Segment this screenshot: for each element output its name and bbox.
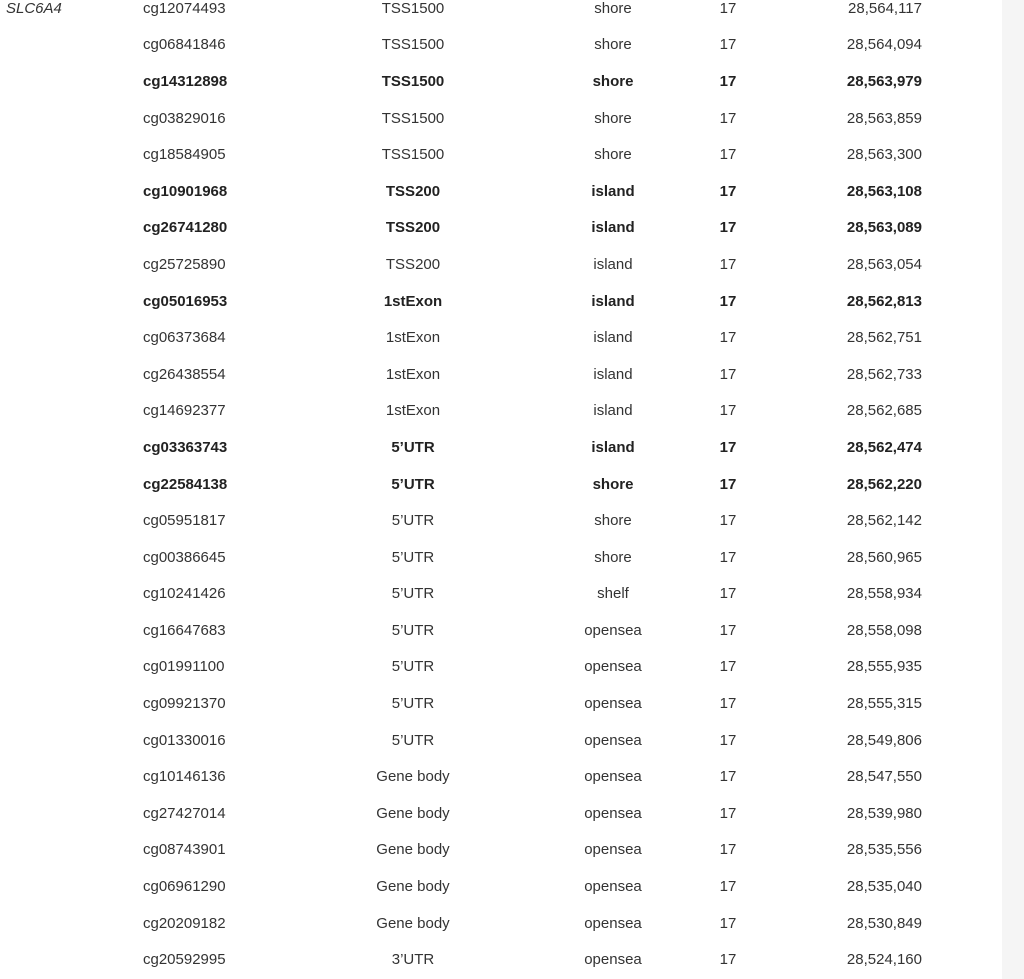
gene-region-cell: 5’UTR bbox=[391, 658, 435, 676]
position-cell: 28,562,751 bbox=[846, 329, 922, 347]
table-row bbox=[0, 539, 1000, 576]
chromosome-cell: 17 bbox=[719, 695, 737, 713]
cpg-relation-cell: island bbox=[593, 402, 633, 420]
cpg-relation-cell: island bbox=[591, 438, 635, 456]
gene-cell bbox=[0, 429, 143, 466]
gene-region-cell: TSS200 bbox=[385, 219, 441, 237]
table-row bbox=[0, 0, 1000, 27]
table-row bbox=[0, 832, 1000, 869]
table-row bbox=[0, 502, 1000, 539]
scrollbar-track[interactable] bbox=[1002, 0, 1024, 979]
gene-region-cell: Gene body bbox=[376, 841, 450, 859]
chromosome-cell: 17 bbox=[719, 621, 737, 639]
position-cell: 28,563,108 bbox=[846, 182, 922, 200]
chromosome-cell: 17 bbox=[719, 731, 737, 749]
gene-region-cell: 1stExon bbox=[385, 402, 441, 420]
gene-region-cell: 5’UTR bbox=[391, 548, 435, 566]
probe-id-cell: cg16647683 bbox=[143, 621, 226, 639]
probe-id-cell: cg26741280 bbox=[143, 219, 228, 237]
table-row bbox=[0, 210, 1000, 247]
probe-id-cell: cg08743901 bbox=[143, 841, 226, 859]
table-row bbox=[0, 612, 1000, 649]
chromosome-cell: 17 bbox=[719, 878, 737, 896]
probe-id-cell: cg03829016 bbox=[143, 109, 226, 127]
table-row bbox=[0, 429, 1000, 466]
gene-cell bbox=[0, 502, 143, 539]
gene-cell bbox=[0, 356, 143, 393]
chromosome-cell: 17 bbox=[719, 438, 737, 456]
gene-region-cell: Gene body bbox=[376, 804, 450, 822]
cpg-relation-cell: shore bbox=[594, 0, 632, 17]
gene-cell bbox=[0, 283, 143, 320]
probe-id-cell: cg22584138 bbox=[143, 475, 228, 493]
gene-cell bbox=[0, 832, 143, 869]
position-cell: 28,564,117 bbox=[848, 0, 922, 17]
table-row bbox=[0, 868, 1000, 905]
gene-region-cell: 5’UTR bbox=[391, 621, 435, 639]
table-row bbox=[0, 356, 1000, 393]
cpg-relation-cell: island bbox=[591, 292, 635, 310]
cpg-relation-cell: island bbox=[591, 219, 635, 237]
chromosome-cell: 17 bbox=[719, 658, 737, 676]
probe-id-cell: cg25725890 bbox=[143, 255, 226, 273]
table-row bbox=[0, 246, 1000, 283]
gene-cell bbox=[0, 612, 143, 649]
position-cell: 28,549,806 bbox=[846, 731, 922, 749]
gene-region-cell: TSS200 bbox=[385, 255, 441, 273]
probe-id-cell: cg10901968 bbox=[143, 182, 228, 200]
position-cell: 28,563,089 bbox=[846, 219, 922, 237]
gene-region-cell: TSS1500 bbox=[381, 146, 445, 164]
gene-region-cell: 5’UTR bbox=[391, 585, 435, 603]
position-cell: 28,563,300 bbox=[846, 146, 922, 164]
gene-region-cell: Gene body bbox=[376, 768, 450, 786]
table-row bbox=[0, 941, 1000, 978]
cpg-relation-cell: opensea bbox=[584, 695, 642, 713]
gene-region-cell: 5’UTR bbox=[391, 731, 435, 749]
gene-cell bbox=[0, 27, 143, 64]
gene-region-cell: 5’UTR bbox=[391, 475, 435, 493]
position-cell: 28,560,965 bbox=[846, 548, 922, 566]
cpg-relation-cell: island bbox=[593, 365, 633, 383]
gene-cell bbox=[0, 319, 143, 356]
table-row bbox=[0, 758, 1000, 795]
chromosome-cell: 17 bbox=[719, 475, 737, 493]
probe-id-cell: cg09921370 bbox=[143, 695, 226, 713]
position-cell: 28,558,098 bbox=[846, 621, 922, 639]
gene-region-cell: 5’UTR bbox=[391, 512, 435, 530]
cpg-relation-cell: opensea bbox=[584, 841, 642, 859]
probe-id-cell: cg06373684 bbox=[143, 329, 226, 347]
chromosome-cell: 17 bbox=[719, 585, 737, 603]
gene-cell bbox=[0, 685, 143, 722]
position-cell: 28,562,813 bbox=[846, 292, 922, 310]
table-row bbox=[0, 466, 1000, 503]
cpg-relation-cell: shore bbox=[594, 36, 632, 54]
gene-region-cell: 1stExon bbox=[385, 329, 441, 347]
probe-id-cell: cg12074493 bbox=[143, 0, 226, 17]
gene-region-cell: 3’UTR bbox=[391, 951, 435, 969]
cpg-relation-cell: opensea bbox=[584, 951, 642, 969]
chromosome-cell: 17 bbox=[719, 146, 737, 164]
gene-region-cell: 5’UTR bbox=[391, 695, 435, 713]
gene-cell bbox=[0, 905, 143, 942]
table-row bbox=[0, 136, 1000, 173]
gene-region-cell: TSS1500 bbox=[381, 36, 445, 54]
chromosome-cell: 17 bbox=[719, 365, 737, 383]
chromosome-cell: 17 bbox=[719, 329, 737, 347]
gene-region-cell: 1stExon bbox=[385, 365, 441, 383]
gene-cell bbox=[0, 868, 143, 905]
gene-cell bbox=[0, 173, 143, 210]
position-cell: 28,555,315 bbox=[846, 695, 922, 713]
cpg-relation-cell: shore bbox=[592, 72, 634, 90]
chromosome-cell: 17 bbox=[719, 804, 737, 822]
gene-cell bbox=[0, 393, 143, 430]
probe-id-cell: cg03363743 bbox=[143, 438, 228, 456]
gene-cell bbox=[0, 136, 143, 173]
position-cell: 28,562,733 bbox=[846, 365, 922, 383]
table-row bbox=[0, 685, 1000, 722]
table-row bbox=[0, 795, 1000, 832]
table-row bbox=[0, 27, 1000, 64]
gene-cell bbox=[0, 100, 143, 137]
gene-cell bbox=[0, 795, 143, 832]
position-cell: 28,562,474 bbox=[846, 438, 922, 456]
gene-cell bbox=[0, 758, 143, 795]
probe-id-cell: cg18584905 bbox=[143, 146, 226, 164]
gene-region-cell: 5’UTR bbox=[391, 438, 435, 456]
gene-cell bbox=[0, 576, 143, 613]
cpg-relation-cell: opensea bbox=[584, 621, 642, 639]
chromosome-cell: 17 bbox=[719, 402, 737, 420]
probe-id-cell: cg20209182 bbox=[143, 914, 226, 932]
gene-region-cell: TSS1500 bbox=[381, 72, 445, 90]
probe-id-cell: cg20592995 bbox=[143, 951, 226, 969]
position-cell: 28,563,054 bbox=[846, 255, 922, 273]
gene-region-cell: Gene body bbox=[376, 914, 450, 932]
probe-id-cell: cg10146136 bbox=[143, 768, 226, 786]
chromosome-cell: 17 bbox=[719, 512, 737, 530]
probe-id-cell: cg00386645 bbox=[143, 548, 226, 566]
cpg-relation-cell: opensea bbox=[584, 878, 642, 896]
cpg-relation-cell: opensea bbox=[584, 731, 642, 749]
cpg-relation-cell: island bbox=[591, 182, 635, 200]
gene-region-cell: Gene body bbox=[376, 878, 450, 896]
probe-id-cell: cg06841846 bbox=[143, 36, 226, 54]
cpg-relation-cell: shore bbox=[594, 109, 632, 127]
cpg-relation-cell: island bbox=[593, 255, 633, 273]
chromosome-cell: 17 bbox=[719, 951, 737, 969]
chromosome-cell: 17 bbox=[719, 36, 737, 54]
table-row bbox=[0, 722, 1000, 759]
cpg-relation-cell: shore bbox=[594, 548, 632, 566]
position-cell: 28,535,556 bbox=[846, 841, 922, 859]
cpg-relation-cell: opensea bbox=[584, 804, 642, 822]
table-row bbox=[0, 905, 1000, 942]
gene-cell bbox=[0, 722, 143, 759]
probe-id-cell: cg06961290 bbox=[143, 878, 226, 896]
position-cell: 28,555,935 bbox=[846, 658, 922, 676]
position-cell: 28,547,550 bbox=[846, 768, 922, 786]
cpg-relation-cell: island bbox=[593, 329, 633, 347]
probe-id-cell: cg10241426 bbox=[143, 585, 226, 603]
probe-id-cell: cg05016953 bbox=[143, 292, 228, 310]
gene-region-cell: TSS200 bbox=[385, 182, 441, 200]
gene-region-cell: TSS1500 bbox=[381, 0, 445, 17]
gene-cell bbox=[0, 466, 143, 503]
table-row bbox=[0, 319, 1000, 356]
probe-id-cell: cg26438554 bbox=[143, 365, 226, 383]
chromosome-cell: 17 bbox=[719, 255, 737, 273]
chromosome-cell: 17 bbox=[719, 292, 737, 310]
chromosome-cell: 17 bbox=[719, 914, 737, 932]
position-cell: 28,535,040 bbox=[846, 878, 922, 896]
gene-region-cell: TSS1500 bbox=[381, 109, 445, 127]
chromosome-cell: 17 bbox=[719, 768, 737, 786]
table-row bbox=[0, 283, 1000, 320]
gene-cell bbox=[0, 539, 143, 576]
position-cell: 28,530,849 bbox=[846, 914, 922, 932]
position-cell: 28,564,094 bbox=[846, 36, 922, 54]
cpg-relation-cell: shelf bbox=[597, 585, 629, 603]
chromosome-cell: 17 bbox=[719, 72, 737, 90]
chromosome-cell: 17 bbox=[719, 109, 737, 127]
probe-id-cell: cg27427014 bbox=[143, 804, 226, 822]
chromosome-cell: 17 bbox=[719, 219, 737, 237]
chromosome-cell: 17 bbox=[719, 841, 737, 859]
position-cell: 28,562,220 bbox=[846, 475, 922, 493]
probe-id-cell: cg01330016 bbox=[143, 731, 226, 749]
chromosome-cell: 17 bbox=[719, 0, 737, 17]
position-cell: 28,539,980 bbox=[846, 804, 922, 822]
gene-cell bbox=[0, 246, 143, 283]
probe-id-cell: cg05951817 bbox=[143, 512, 226, 530]
gene-cell bbox=[0, 63, 143, 100]
gene-cell bbox=[0, 649, 143, 686]
cpg-relation-cell: shore bbox=[594, 512, 632, 530]
cpg-relation-cell: opensea bbox=[584, 768, 642, 786]
table-row bbox=[0, 63, 1000, 100]
table-row bbox=[0, 393, 1000, 430]
gene-region-cell: 1stExon bbox=[383, 292, 443, 310]
table-row bbox=[0, 173, 1000, 210]
position-cell: 28,563,979 bbox=[846, 72, 922, 90]
table-row bbox=[0, 649, 1000, 686]
probe-id-cell: cg14692377 bbox=[143, 402, 226, 420]
position-cell: 28,563,859 bbox=[846, 109, 922, 127]
chromosome-cell: 17 bbox=[719, 182, 737, 200]
table-row bbox=[0, 576, 1000, 613]
gene-cell: SLC6A4 bbox=[6, 0, 62, 17]
position-cell: 28,558,934 bbox=[846, 585, 922, 603]
gene-cell bbox=[0, 941, 143, 978]
probe-id-cell: cg01991100 bbox=[143, 658, 225, 676]
table-row bbox=[0, 100, 1000, 137]
position-cell: 28,562,685 bbox=[846, 402, 922, 420]
cpg-relation-cell: opensea bbox=[584, 658, 642, 676]
cpg-relation-cell: shore bbox=[592, 475, 634, 493]
probe-id-cell: cg14312898 bbox=[143, 72, 228, 90]
position-cell: 28,524,160 bbox=[846, 951, 922, 969]
cpg-relation-cell: opensea bbox=[584, 914, 642, 932]
chromosome-cell: 17 bbox=[719, 548, 737, 566]
gene-cell bbox=[0, 210, 143, 247]
position-cell: 28,562,142 bbox=[846, 512, 922, 530]
cpg-relation-cell: shore bbox=[594, 146, 632, 164]
